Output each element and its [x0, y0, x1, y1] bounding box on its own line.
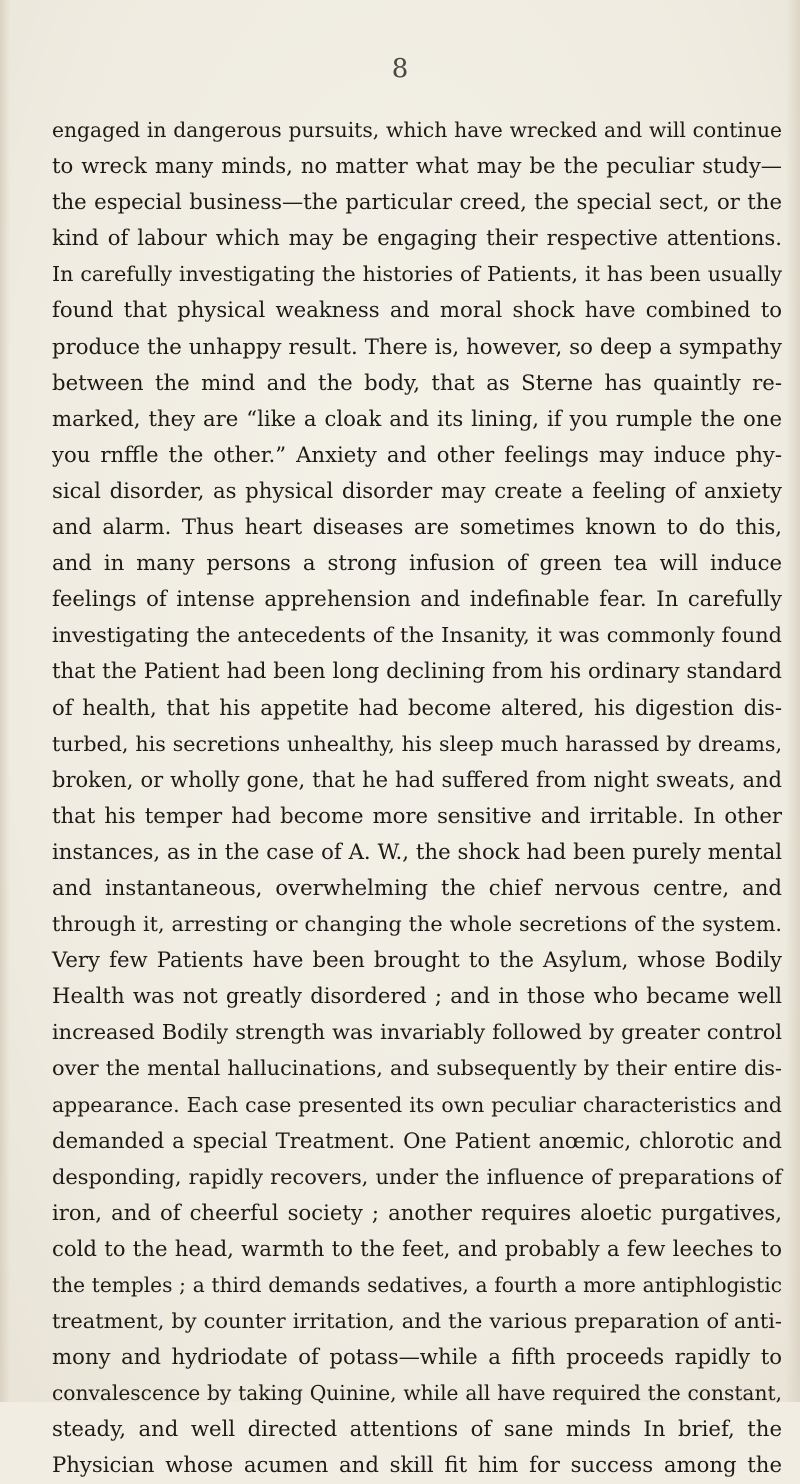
text-line: produce the unhappy result. There is, however, so deep a sympathy: [52, 333, 782, 359]
text-line: turbed, his secretions unhealthy, his sleep much harassed by dreams,: [52, 731, 782, 756]
text-line: increased Bodily strength was invariably followed by greater control: [52, 1020, 782, 1045]
text-line: mony and hydriodate of potass—while a fifth proceeds rapidly to: [52, 1344, 782, 1370]
text-line: between the mind and the body, that as Sterne has quaintly re-: [52, 369, 782, 395]
text-line: engaged in dangerous pursuits, which have wrecked and will continue: [52, 118, 782, 142]
text-line: found that physical weakness and moral shock have combined to: [52, 297, 782, 323]
page-right-edge-shadow: [786, 0, 800, 1402]
body-text: [52, 112, 782, 1484]
text-line: convalescence by taking Quinine, while all have required the constant,: [52, 1381, 782, 1406]
text-line: of health, that his appetite had become altered, his digestion dis-: [52, 694, 782, 720]
text-line: through it, arresting or changing the whole secretions of the system.: [52, 912, 782, 937]
text-line: and instantaneous, overwhelming the chief nervous centre, and: [52, 874, 782, 900]
text-line: demanded a special Treatment. One Patient anœmic, chlorotic and: [52, 1127, 782, 1153]
text-line: marked, they are “like a cloak and its lining, if you rumple the one: [52, 405, 782, 431]
text-line: sical disorder, as physical disorder may create a feeling of anxiety: [52, 477, 782, 503]
text-line: Very few Patients have been brought to the Asylum, whose Bodily: [52, 947, 782, 973]
text-line: and in many persons a strong infusion of green tea will induce: [52, 550, 782, 576]
text-line: desponding, rapidly recovers, under the influence of preparations of: [52, 1164, 782, 1189]
text-line: Physician whose acumen and skill fit him for success among the: [52, 1452, 782, 1478]
text-line: over the mental hallucinations, and subsequently by their entire dis-: [52, 1056, 782, 1081]
text-line: you rnffle the other.” Anxiety and other feelings may induce phy-: [52, 441, 782, 467]
text-line: that the Patient had been long declining from his ordinary standard: [52, 658, 782, 684]
text-line: cold to the head, warmth to the feet, and probably a few leeches to: [52, 1235, 782, 1261]
text-line: Health was not greatly disordered ; and in those who became well: [52, 983, 782, 1009]
text-line: appearance. Each case presented its own peculiar characteristics and: [52, 1092, 782, 1117]
text-line: the temples ; a third demands sedatives, a fourth a more antiphlogistic: [52, 1273, 782, 1297]
text-line: iron, and of cheerful society ; another requires aloetic purgatives,: [52, 1199, 782, 1225]
text-line: to wreck many minds, no matter what may be the peculiar study—: [52, 153, 782, 179]
text-line: feelings of intense apprehension and indefinable fear. In carefully: [52, 586, 782, 612]
text-line: broken, or wholly gone, that he had suffered from night sweats, and: [52, 767, 782, 792]
text-line: In carefully investigating the histories of Patients, it has been usually: [52, 262, 782, 287]
text-line: instances, as in the case of A. W., the shock had been purely mental: [52, 838, 782, 864]
text-line: steady, and well directed attentions of sane minds In brief, the: [52, 1416, 782, 1442]
text-line: and alarm. Thus heart diseases are sometimes known to do this,: [52, 514, 782, 540]
text-line: investigating the antecedents of the Insanity, it was commonly found: [52, 623, 782, 648]
page-left-edge-shadow: [0, 0, 10, 1402]
text-line: treatment, by counter irritation, and the various preparation of anti-: [52, 1309, 782, 1334]
text-line: kind of labour which may be engaging their respective attentions.: [52, 225, 782, 251]
text-line: the especial business—the particular creed, the special sect, or the: [52, 189, 782, 215]
page-number: 8: [391, 54, 409, 84]
text-line: that his temper had become more sensitive and irritable. In other: [52, 802, 782, 828]
